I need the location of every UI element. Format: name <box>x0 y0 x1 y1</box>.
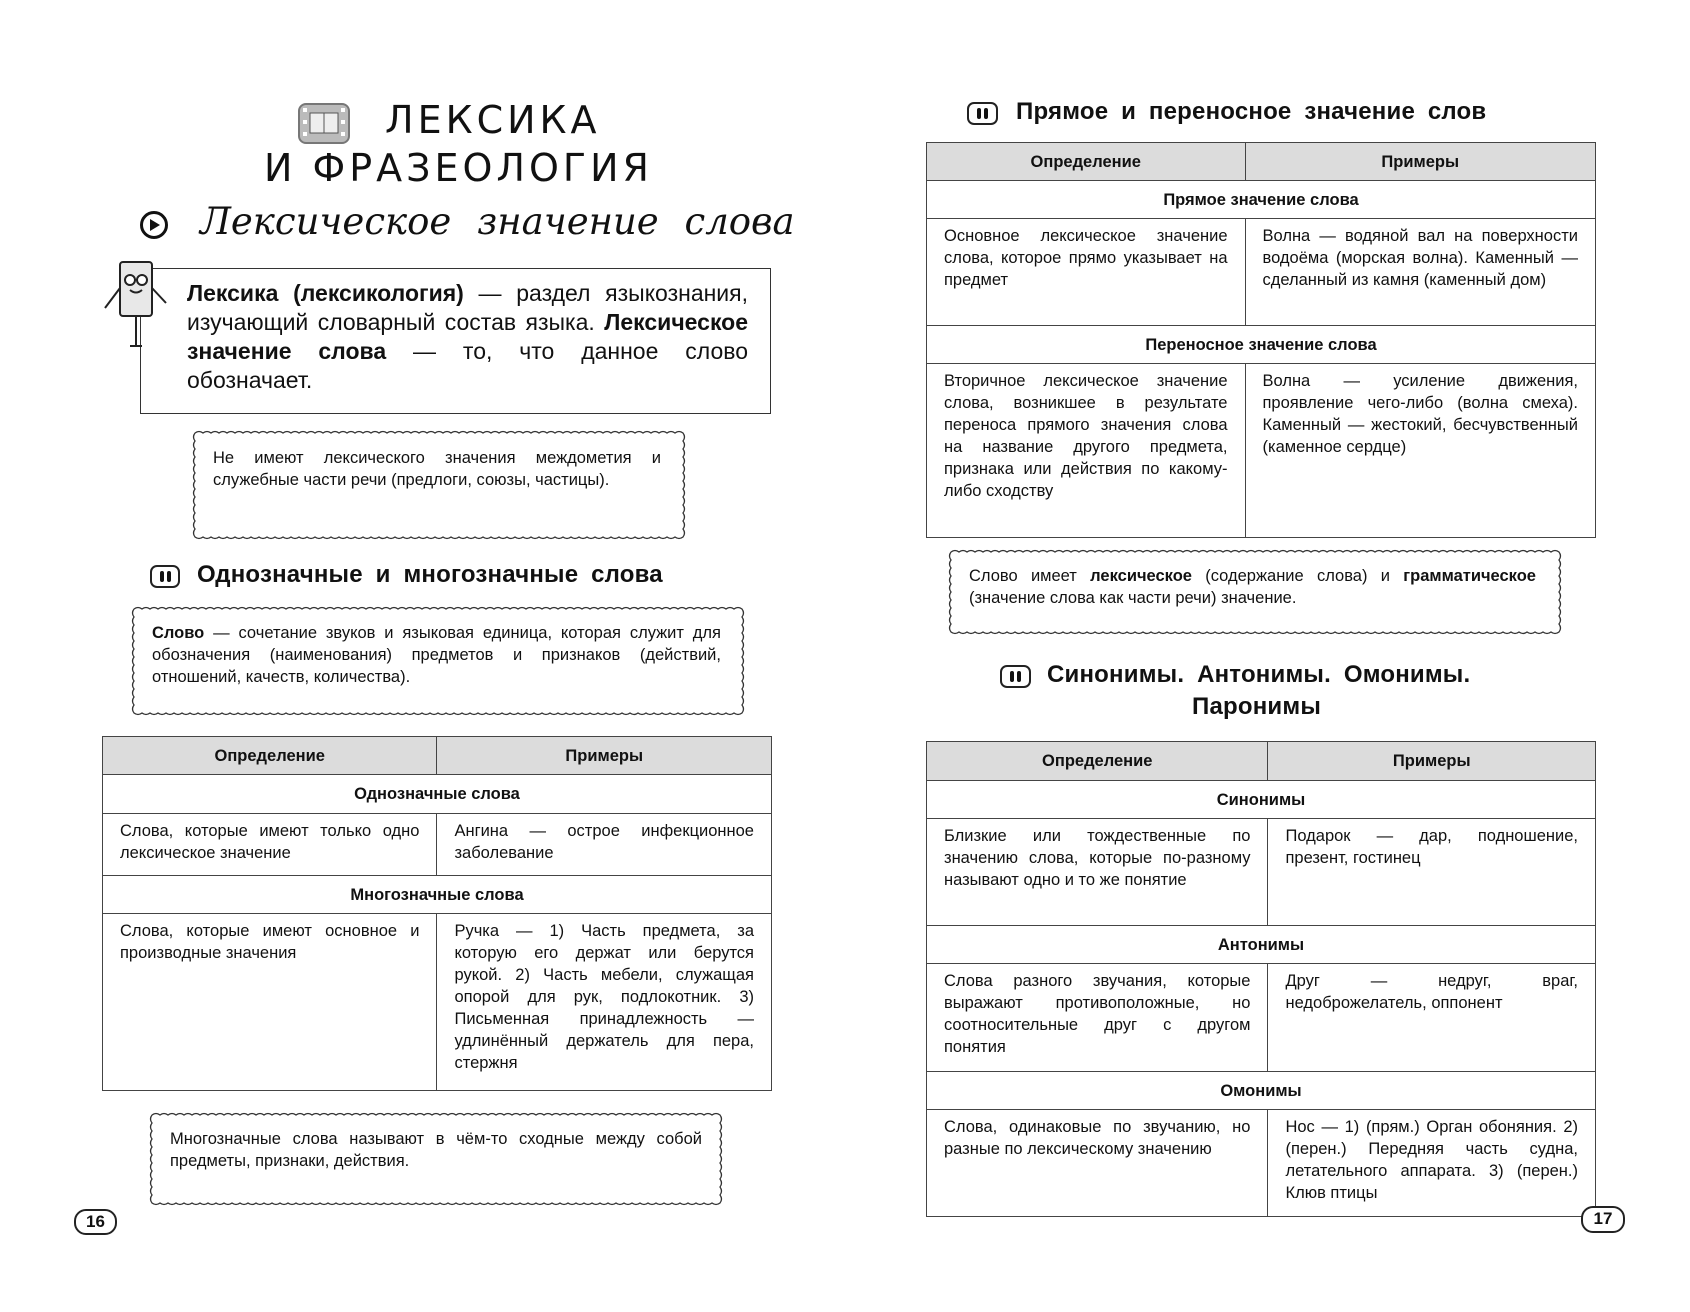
section-title-direct-figurative: Прямое и переносное значение слов <box>1016 98 1487 125</box>
definition-text: — то, что данное слово обозначает. <box>187 338 748 393</box>
term-lexika: Лексика (лексикология) <box>187 280 464 306</box>
term-lexical: лексическое <box>1090 567 1192 585</box>
definition-cell: Слова разного звучания, которые выражают противоположные, но соотносительные друг с другом понятия <box>927 964 1268 1072</box>
group-title: Омонимы <box>927 1072 1596 1110</box>
subsection-title-single-multi: Однозначные и многозначные слова <box>197 561 663 588</box>
group-title: Прямое значение слова <box>927 181 1596 219</box>
definition-cell: Близкие или тождественные по значению слова, которые по-разному называют одно и то же понятие <box>927 819 1268 926</box>
term-word: Слово <box>152 624 205 642</box>
note-text: Слово имеет <box>969 567 1091 585</box>
note-text: (значение слова как части речи) значение. <box>969 589 1297 607</box>
section-title-synonyms-line2: Паронимы <box>1192 693 1322 720</box>
definition-cell: Основное лексическое значение слова, которое прямо указывает на предмет <box>927 219 1246 326</box>
pause-icon <box>967 102 998 125</box>
chapter-title-line2: И ФРАЗЕОЛОГИЯ <box>264 146 653 190</box>
examples-cell: Ангина — острое инфекционное заболевание <box>437 814 772 876</box>
note-text: — сочетание звуков и языковая единица, которая служит для обозначения (наименования) предметов и признаков (действий, отношений, качеств, количества). <box>152 624 721 686</box>
note-word-definition <box>134 609 739 712</box>
note-text: Многозначные слова называют в чём-то сходные между собой предметы, признаки, действия. <box>170 1130 702 1170</box>
header-definition: Определение <box>927 742 1268 781</box>
examples-cell: Нос — 1) (прям.) Орган обоняния. 2) (перен.) Передняя часть судна, летательного аппарата. 3) (перен.) Клюв птицы <box>1268 1110 1596 1217</box>
note-multi-meaning <box>152 1115 720 1196</box>
note-text: (содержание слова) и <box>1191 567 1404 585</box>
section-title-synonyms-line1: Синонимы. Антонимы. Омонимы. <box>1047 661 1471 688</box>
page-number-17: 17 <box>1581 1206 1625 1233</box>
book-film-icon <box>298 103 350 144</box>
group-title: Переносное значение слова <box>927 326 1596 364</box>
definition-cell: Слова, которые имеют только одно лексическое значение <box>103 814 437 876</box>
group-title: Многозначные слова <box>103 876 772 914</box>
examples-cell: Волна — усиление движения, проявление чего-либо (волна смеха). Каменный — жестокий, бесчувственный (каменное сердце) <box>1245 364 1596 538</box>
pause-icon <box>1000 665 1031 688</box>
header-definition: Определение <box>927 143 1246 181</box>
note-text: Не имеют лексического значения междометия и служебные части речи (предлоги, союзы, частицы). <box>213 449 661 489</box>
examples-cell: Друг — недруг, враг, недоброжелатель, оппонент <box>1268 964 1596 1072</box>
examples-cell: Ручка — 1) Часть предмета, за которую его держат или берутся рукой. 2) Часть мебели, служащая опорой для рук, подлокотник. 3) Письменная принадлежность — удлинённый держатель для пера, стержня <box>437 914 772 1091</box>
group-title: Антонимы <box>927 926 1596 964</box>
pause-icon <box>150 565 180 588</box>
table-direct-figurative <box>926 142 1596 538</box>
definition-cell: Слова, которые имеют основное и производные значения <box>103 914 437 1091</box>
note-lexical-grammatical <box>951 552 1554 631</box>
definition-cell: Вторичное лексическое значение слова, возникшее в результате переноса прямого значения слова на название другого предмета, признака или действия по какому-либо сходству <box>927 364 1246 538</box>
page-number-16: 16 <box>74 1209 117 1235</box>
header-examples: Примеры <box>1268 742 1596 781</box>
term-lexical-meaning: Лексическое значение слова <box>187 309 748 364</box>
group-title: Однозначные слова <box>103 775 772 814</box>
header-definition: Определение <box>103 737 437 775</box>
definition-text: — раздел языкознания, изучающий словарный состав языка. <box>187 280 748 335</box>
table-single-multi-words <box>102 736 772 1091</box>
note-no-lexical-meaning <box>195 433 679 535</box>
table-synonyms-antonyms-homonyms <box>926 741 1596 1217</box>
play-circle-icon <box>140 211 168 239</box>
chapter-title-line1: ЛЕКСИКА <box>385 98 601 142</box>
header-examples: Примеры <box>1245 143 1596 181</box>
examples-cell: Подарок — дар, подношение, презент, гостинец <box>1268 819 1596 926</box>
header-examples: Примеры <box>437 737 772 775</box>
examples-cell: Волна — водяной вал на поверхности водоёма (морская волна). Каменный — сделанный из камня (каменный дом) <box>1245 219 1596 326</box>
term-grammatical: грамматическое <box>1403 567 1536 585</box>
definition-cell: Слова, одинаковые по звучанию, но разные по лексическому значению <box>927 1110 1268 1217</box>
book-mascot-icon <box>100 258 170 350</box>
section-title-lexical-meaning: Лексическое значение слова <box>200 200 795 243</box>
definition-box <box>140 268 771 414</box>
group-title: Синонимы <box>927 781 1596 819</box>
